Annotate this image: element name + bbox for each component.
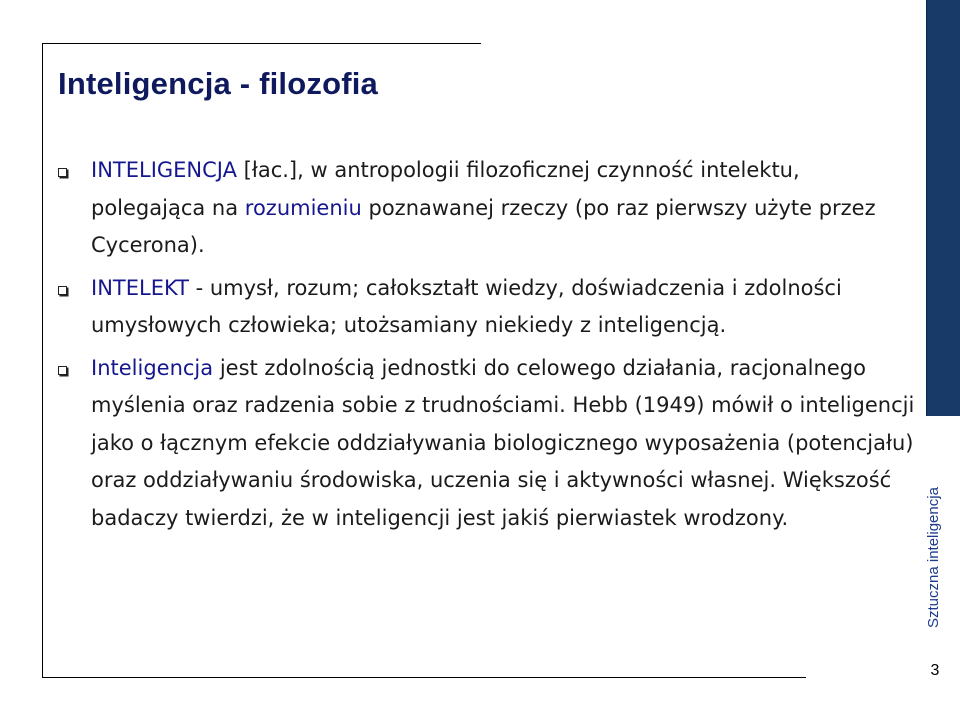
term-intelekt: INTELEKT	[91, 275, 189, 300]
side-accent-bar	[926, 0, 960, 416]
bullet-item-inteligencja	[58, 152, 918, 265]
bullet-item-inteligencja-definition	[58, 350, 918, 538]
slide-frame-left	[42, 43, 43, 678]
slide-title: Inteligencja - filozofia	[58, 66, 378, 101]
term-inteligencja: INTELIGENCJA	[91, 158, 237, 182]
term-inteligencja-lower: Inteligencja	[91, 355, 214, 380]
bullet-text: - umysł, rozum; całokształt wiedzy, doświadczenia i zdolności umysłowych człowieka; utożsamiany niekiedy z inteligencją.	[91, 275, 842, 337]
bullet-text: poznawanej rzeczy (po raz pierwszy użyte przez Cycerona).	[91, 195, 876, 257]
bullet-list	[58, 152, 918, 537]
bullet-text: [łac.], w antropologii filozoficznej czynność intelektu, polegająca na	[91, 158, 800, 220]
hollow-square-bullet-icon	[58, 286, 67, 295]
hollow-square-bullet-icon	[58, 168, 67, 177]
slide-frame-bottom	[42, 677, 806, 678]
term-rozumieniu: rozumieniu	[244, 195, 362, 220]
page-number: 3	[930, 662, 940, 679]
side-label: Sztuczna inteligencja	[925, 487, 942, 628]
bullet-text: jest zdolnością jednostki do celowego działania, racjonalnego myślenia oraz radzenia sobie z trudnościami. Hebb (1949) mówił o inteligencji jako o łącznym efekcie oddziaływania biologicznego wyposażenia (potencjału) oraz oddziaływaniu środowiska, uczenia się i aktywności własnej. Większość badaczy twierdzi, że w inteligencji jest jakiś pierwiastek wrodzony.	[91, 355, 915, 530]
hollow-square-bullet-icon	[58, 366, 67, 375]
bullet-item-intelekt	[58, 270, 918, 345]
slide-frame-top	[42, 43, 481, 44]
